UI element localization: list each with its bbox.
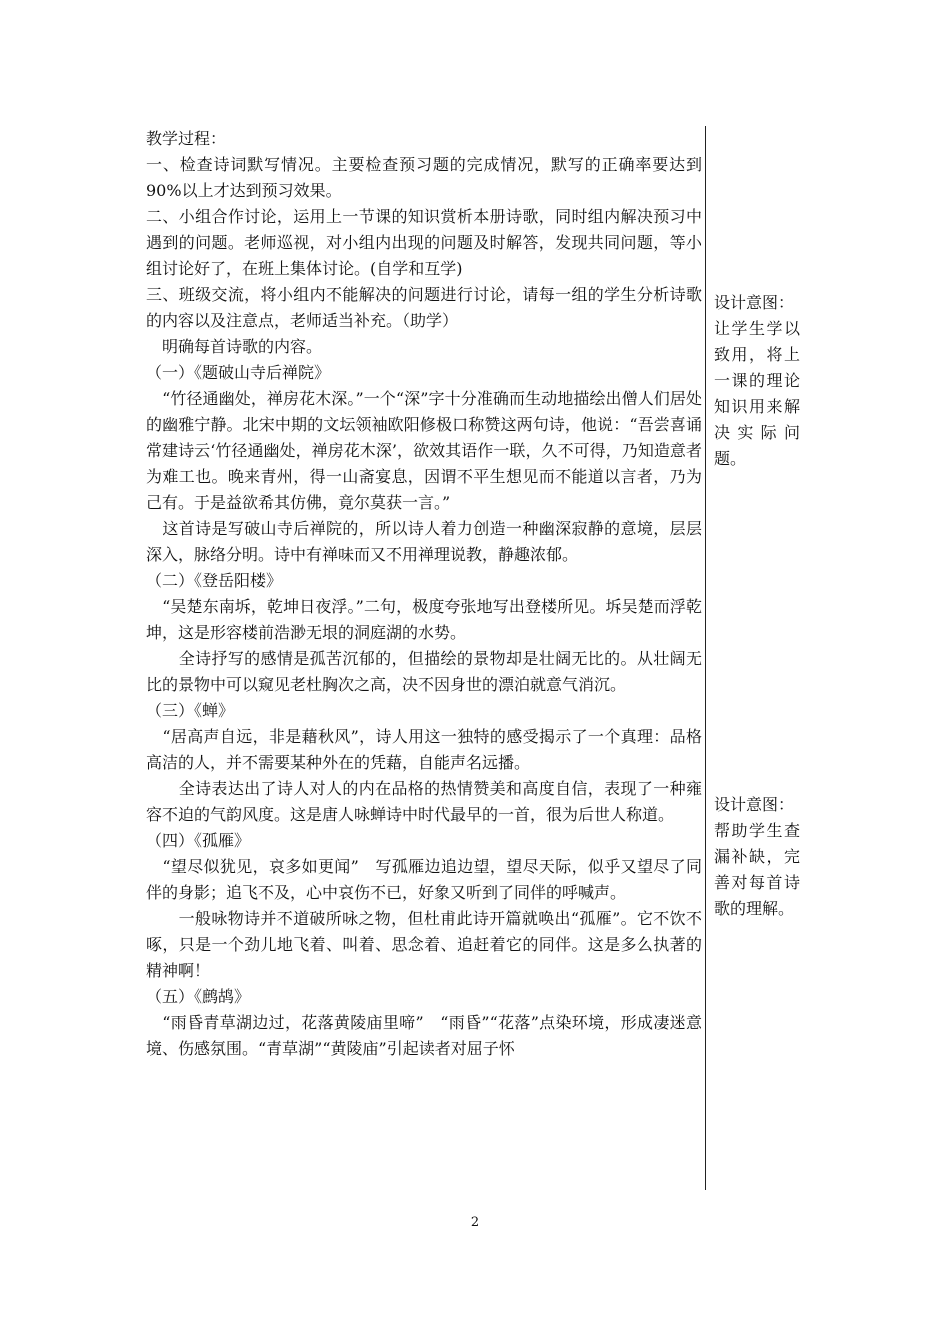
column-divider [705,126,706,1190]
paragraph: 一般咏物诗并不道破所咏之物，但杜甫此诗开篇就唤出“孤雁”。它不饮不啄，只是一个劲儿地飞着、叫着、思念着、追赶着它的同伴。这是多么执著的精神啊！ [146,909,702,980]
poem-title: （四）《孤雁》 [146,831,251,850]
lesson-process-column [146,126,702,1062]
note-label: 设计意图： [714,795,795,814]
paragraph: “居高声自远，非是藉秋风”，诗人用这一独特的感受揭示了一个真理：品格高洁的人，并不需要某种外在的凭藉，自能声名远播。 [146,727,702,772]
paragraph: 三、班级交流，将小组内不能解决的问题进行讨论，请每一组的学生分析诗歌的内容以及注意点，老师适当补充。（助学） [146,285,702,330]
paragraph: “吴楚东南坼，乾坤日夜浮。”二句，极度夸张地写出登楼所见。坼吴楚而浮乾坤，这是形容楼前浩渺无垠的洞庭湖的水势。 [146,597,702,642]
paragraph: “雨昏青草湖边过，花落黄陵庙里啼” “雨昏”“花落”点染环境，形成凄迷意境、伤感氛围。“青草湖”“黄陵庙”引起读者对屈子怀 [146,1013,702,1058]
paragraph: 全诗抒写的感情是孤苦沉郁的，但描绘的景物却是壮阔无比的。从壮阔无比的景物中可以窥见老杜胸次之高，决不因身世的漂泊就意气消沉。 [146,649,702,694]
note-label: 设计意图： [714,293,795,312]
paragraph: 二、小组合作讨论，运用上一节课的知识赏析本册诗歌，同时组内解决预习中遇到的问题。老师巡视，对小组内出现的问题及时解答，发现共同问题，等小组讨论好了，在班上集体讨论。(自学和互学) [146,207,702,278]
design-intent-note-2 [714,792,800,922]
paragraph: “望尽似犹见，哀多如更闻” 写孤雁边追边望，望尽天际，似乎又望尽了同伴的身影；追飞不及，心中哀伤不已，好象又听到了同伴的呼喊声。 [146,857,702,902]
paragraph: 明确每首诗歌的内容。 [146,337,323,356]
poem-title: （二）《登岳阳楼》 [146,571,283,590]
note-text: 帮助学生查漏补缺，完善对每首诗歌的理解。 [714,821,800,918]
poem-title: （一）《题破山寺后禅院》 [146,363,331,382]
design-intent-note-1 [714,290,800,472]
paragraph: 一、检查诗词默写情况。主要检查预习题的完成情况，默写的正确率要达到90%以上才达到预习效果。 [146,155,702,200]
poem-title: （三）《蝉》 [146,701,235,720]
section-heading: 教学过程： [146,129,227,148]
poem-title: （五）《鹧鸪》 [146,987,251,1006]
note-text: 让学生学以致用，将上一课的理论知识用来解决实际问题。 [714,319,800,468]
paragraph: 这首诗是写破山寺后禅院的，所以诗人着力创造一种幽深寂静的意境，层层深入，脉络分明。诗中有禅味而又不用禅理说教，静趣浓郁。 [146,519,702,564]
page-number: 2 [470,1215,480,1230]
paragraph: “竹径通幽处，禅房花木深。”一个“深”字十分准确而生动地描绘出僧人们居处的幽雅宁静。北宋中期的文坛领袖欧阳修极口称赞这两句诗，他说：“吾尝喜诵常建诗云‘竹径通幽处，禅房花木深’，欲效其语作一联，久不可得，乃知造意者为难工也。晚来青州，得一山斋宴息，因谓不平生想见而不能道以言者，乃为己有。于是益欲希其仿佛，竟尔莫获一言。” [146,389,702,512]
paragraph: 全诗表达出了诗人对人的内在品格的热情赞美和高度自信，表现了一种雍容不迫的气韵风度。这是唐人咏蝉诗中时代最早的一首，很为后世人称道。 [146,779,702,824]
